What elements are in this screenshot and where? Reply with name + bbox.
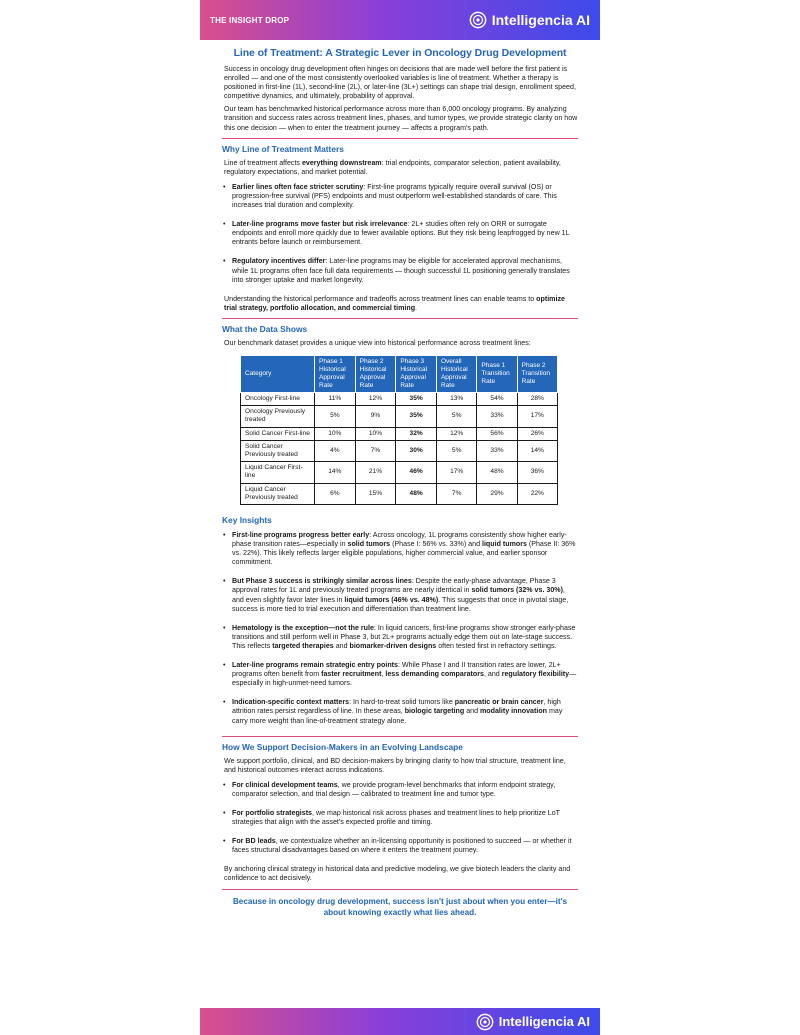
category-cell: Solid Cancer First-line (241, 427, 315, 440)
column-header: Phase 1 Transition Rate (477, 355, 517, 392)
rate-cell: 22% (517, 483, 557, 504)
brand-name: Intelligencia AI (491, 12, 590, 28)
column-header: Category (241, 355, 315, 392)
rate-cell: 46% (396, 462, 437, 483)
support-bullet-list (222, 781, 578, 856)
header-banner (200, 0, 600, 40)
why-bullet-list (222, 183, 578, 285)
footer-banner (200, 1008, 600, 1035)
insight-bullet: • But Phase 3 success is strikingly similar across lines: Despite the early-phase advantage, Phase 3 approval rates for 1L and previously treated programs are nearly identical in solid tumors (32% vs. 30%), and even slightly favor later lines in liquid tumors (46% vs. 48%). This suggests that once in pivotal stage, success is more tied to trial execution and differentiation than treatment line. (222, 577, 578, 613)
closing-statement: Because in oncology drug development, success isn't just about when you enter—it's about knowing exactly what lies ahead. (232, 896, 568, 917)
why-bullet: • Earlier lines often face stricter scrutiny: First-line programs typically require overall survival (OS) or progression-free survival (PFS) endpoints and must outperform well-established standards of care. This increases trial duration and complexity. (222, 183, 578, 210)
table-row (241, 440, 558, 461)
category-cell: Oncology First-line (241, 392, 315, 405)
rate-cell: 17% (436, 462, 476, 483)
rate-cell: 48% (477, 462, 517, 483)
rate-cell: 32% (396, 427, 437, 440)
column-header: Phase 2 Historical Approval Rate (355, 355, 396, 392)
table-row (241, 427, 558, 440)
rate-cell: 6% (315, 483, 356, 504)
category-cell: Liquid Cancer First-line (241, 462, 315, 483)
newsletter-title: THE INSIGHT DROP (210, 15, 290, 25)
section-heading-why: Why Line of Treatment Matters (222, 143, 344, 154)
support-closing: By anchoring clinical strategy in historical data and predictive modeling, we give biotech leaders the clarity and confidence to act decisively. (224, 865, 571, 883)
data-lead: Our benchmark dataset provides a unique view into historical performance across treatment lines: (224, 338, 531, 347)
rate-cell: 56% (477, 427, 517, 440)
brand-logo (469, 11, 590, 29)
rate-cell: 54% (477, 392, 517, 405)
table-row (241, 483, 558, 504)
why-closing: Understanding the historical performance and tradeoffs across treatment lines can enable teams to optimize trial strategy, portfolio allocation, and commercial timing. (224, 294, 565, 312)
rate-cell: 14% (517, 440, 557, 461)
why-bullet: • Regulatory incentives differ: Later-line programs may be eligible for accelerated approval mechanisms, while 1L programs often face full data requirements — though successful 1L positioning generally translates into stronger uptake and market longevity. (222, 257, 578, 284)
rate-cell: 11% (315, 392, 356, 405)
section-heading-data: What the Data Shows (222, 323, 308, 334)
rate-cell: 28% (517, 392, 557, 405)
rate-cell: 7% (436, 483, 476, 504)
rate-cell: 9% (355, 406, 396, 427)
insight-bullet: • Indication-specific context matters: In hard-to-treat solid tumors like pancreatic or brain cancer, high attrition rates persist regardless of line. In these areas, biologic targeting and modality innovation may carry more weight than line-of-treatment strategy alone. (222, 698, 578, 725)
column-header: Phase 3 Historical Approval Rate (396, 355, 437, 392)
rate-cell: 12% (355, 392, 396, 405)
column-header: Overall Historical Approval Rate (436, 355, 476, 392)
rate-cell: 12% (436, 427, 476, 440)
section-divider (222, 318, 578, 319)
rate-cell: 17% (517, 406, 557, 427)
rate-cell: 5% (436, 440, 476, 461)
section-divider (222, 736, 578, 737)
intro-paragraph-1: Success in oncology drug development often hinges on decisions that are made well before the first patient is enrolled — and one of the most consistently overlooked variables is line of treatment. Whether a therapy is positioned in first-line (1L), second-line (2L), or later-line (3L+) settings can shape trial design, enrollment speed, competitive dynamics, and ultimately, probability of approval. (224, 65, 576, 101)
category-cell: Liquid Cancer Previously treated (241, 483, 315, 504)
section-heading-insights: Key Insights (222, 515, 272, 525)
rate-cell: 13% (436, 392, 476, 405)
benchmark-table (240, 355, 558, 505)
section-divider (222, 138, 578, 139)
newsletter-body (222, 40, 578, 918)
insight-bullet: • Hematology is the exception—not the rule: In liquid cancers, first-line programs show stronger early-phase transitions and still perform well in Phase 3, but 2L+ programs actually edge them out on late-stage success. This reflects targeted therapies and biomarker-driven designs often tested first in refractory settings. (222, 624, 578, 651)
why-lead: Line of treatment affects everything downstream: trial endpoints, comparator selection, patient availability, regulatory expectations, and market potential. (224, 158, 561, 176)
rate-cell: 35% (396, 392, 437, 405)
support-bullet: • For BD leads, we contextualize whether an in-licensing opportunity is positioned to succeed — or whether it faces structural disadvantages based on where it enters the treatment journey. (222, 837, 578, 855)
rate-cell: 30% (396, 440, 437, 461)
section-divider (222, 889, 578, 890)
rate-cell: 5% (436, 406, 476, 427)
rate-cell: 10% (315, 427, 356, 440)
footer-brand-logo (476, 1013, 590, 1031)
support-bullet: • For clinical development teams, we provide program-level benchmarks that inform endpoint strategy, comparator selection, and trial design — calibrated to treatment line and tumor type. (222, 781, 578, 799)
column-header: Phase 1 Historical Approval Rate (315, 355, 356, 392)
intro-paragraph-2: Our team has benchmarked historical performance across more than 6,000 oncology programs. By analyzing transition and success rates across treatment lines, phases, and tumor types, we provide strategic clarity on how this one decision — when to enter the treatment journey — affects a program's path. (224, 105, 578, 132)
rate-cell: 14% (315, 462, 356, 483)
column-header: Phase 2 Transition Rate (517, 355, 557, 392)
page-title: Line of Treatment: A Strategic Lever in Oncology Drug Development (233, 47, 567, 59)
section-heading-support: How We Support Decision-Makers in an Evolving Landscape (222, 741, 463, 752)
support-lead: We support portfolio, clinical, and BD decision-makers by bringing clarity to how trial structure, treatment line, and historical outcomes interact across indications. (224, 756, 566, 774)
rate-cell: 29% (477, 483, 517, 504)
rate-cell: 33% (477, 440, 517, 461)
rate-cell: 10% (355, 427, 396, 440)
rate-cell: 5% (315, 406, 356, 427)
insights-bullet-list (222, 531, 578, 726)
category-cell: Oncology Previously treated (241, 406, 315, 427)
support-bullet: • For portfolio strategists, we map historical risk across phases and treatment lines to help prioritize LoT strategies that align with the asset's expected profile and timing. (222, 809, 578, 827)
brand-mark-icon (469, 11, 487, 29)
insight-bullet: • Later-line programs remain strategic entry points: While Phase I and II transition rates are lower, 2L+ programs often benefit from faster recruitment, less demanding comparators, and regulatory flexibility—especially in high-unmet-need tumors. (222, 661, 578, 688)
rate-cell: 33% (477, 406, 517, 427)
rate-cell: 26% (517, 427, 557, 440)
rate-cell: 35% (396, 406, 437, 427)
footer-brand-name: Intelligencia AI (498, 1014, 590, 1029)
table-row (241, 392, 558, 405)
rate-cell: 7% (355, 440, 396, 461)
insight-bullet: • First-line programs progress better early: Across oncology, 1L programs consistently show higher early-phase transition rates—especially in solid tumors (Phase I: 56% vs. 33%) and liquid tumors (Phase II: 36% vs. 22%). This likely reflects larger eligible populations, higher commercial value, and earlier sponsor commitment. (222, 531, 578, 567)
rate-cell: 15% (355, 483, 396, 504)
rate-cell: 21% (355, 462, 396, 483)
table-row (241, 462, 558, 483)
rate-cell: 4% (315, 440, 356, 461)
table-header-row (241, 355, 558, 392)
brand-mark-icon (476, 1013, 494, 1031)
rate-cell: 36% (517, 462, 557, 483)
category-cell: Solid Cancer Previously treated (241, 440, 315, 461)
table-row (241, 406, 558, 427)
why-bullet: • Later-line programs move faster but risk irrelevance: 2L+ studies often rely on ORR or surrogate endpoints and enroll more quickly due to fewer available options. But they risk being leapfrogged by new 1L entrants before launch or reimbursement. (222, 220, 578, 247)
rate-cell: 48% (396, 483, 437, 504)
